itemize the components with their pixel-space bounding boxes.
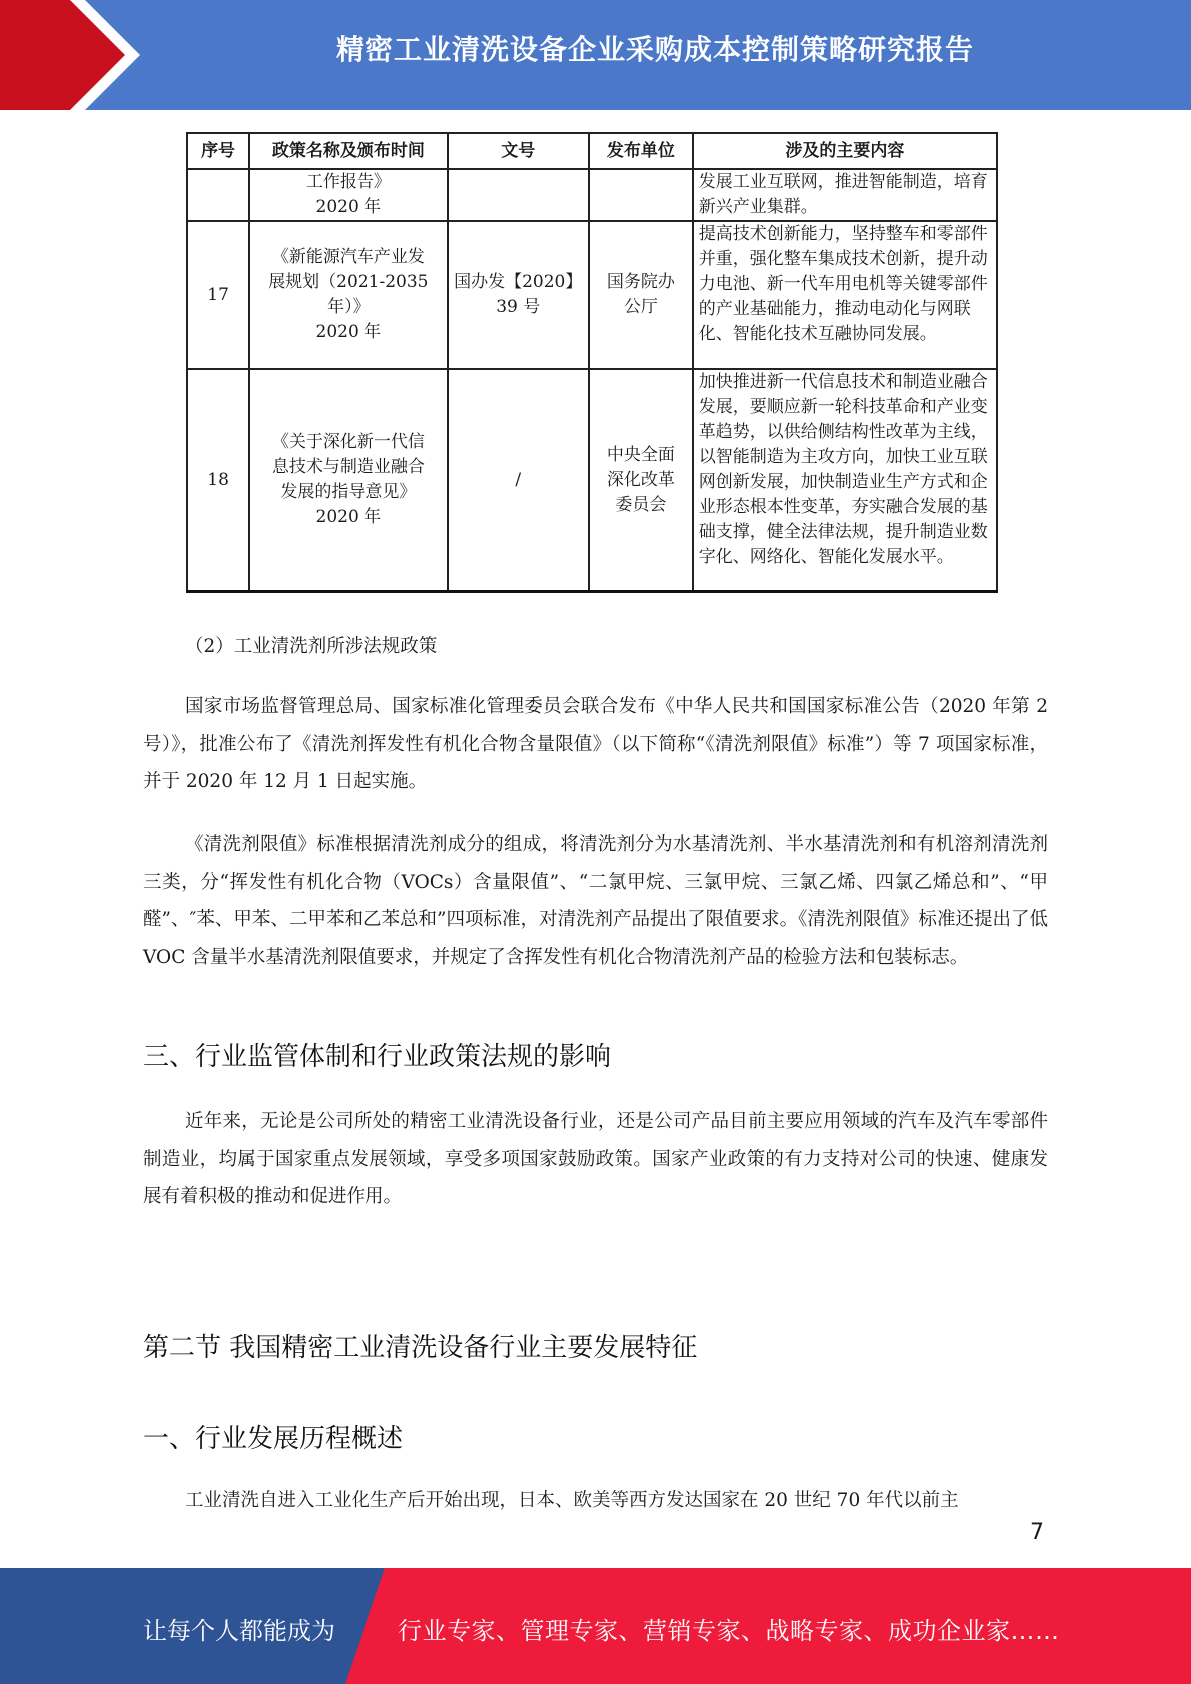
policy-name-line: 息技术与制造业融合 [271, 457, 425, 477]
doc-number [448, 221, 589, 369]
section-heading: 三、行业监管体制和行业政策法规的影响 [143, 1042, 612, 1072]
body-paragraph: 国家市场监督管理总局、国家标准化管理委员会联合发布《中华人民共和国国家标准公告（2020 年第 2 号）》，批准公布了《清洗剂挥发性有机化合物含量限值》（以下简称“《清洗剂限值》标准”）等 7 项国家标准，并于 2020 年 12 月 1 日起实施。 [143, 696, 1048, 792]
column-header: 发布单位 [589, 133, 693, 169]
policy-name-line: 年）》 [327, 297, 370, 317]
table-row [187, 369, 997, 592]
column-header: 文号 [448, 133, 589, 169]
column-header: 政策名称及颁布时间 [249, 133, 447, 169]
issuing-unit-line: 委员会 [615, 494, 667, 515]
policy-name [249, 369, 447, 592]
issuing-unit-line: 中央全面 [606, 444, 675, 465]
issuing-unit [589, 169, 693, 221]
policy-name [249, 221, 447, 369]
doc-number: / [448, 369, 589, 592]
page-header [0, 0, 1191, 110]
issuing-unit [589, 369, 693, 592]
doc-number [448, 169, 589, 221]
issuing-unit-line: 深化改革 [606, 469, 675, 490]
policy-name [249, 169, 447, 221]
policy-content: 加快推进新一代信息技术和制造业融合发展，要顺应新一轮科技革命和产业变革趋势，以供给侧结构性改革为主线，以智能制造为主攻方向，加快工业互联网创新发展，加快制造业生产方式和企业形态根本性变革，夯实融合发展的基础支撑，健全法律法规，提升制造业数字化、网络化、智能化发展水平。 [693, 369, 997, 592]
policy-name-line: 《关于深化新一代信 [271, 432, 425, 452]
row-number [187, 169, 249, 221]
policy-table [186, 132, 998, 593]
section-heading: 一、行业发展历程概述 [143, 1424, 404, 1454]
column-header: 涉及的主要内容 [693, 133, 997, 169]
body-paragraph: 《清洗剂限值》标准根据清洗剂成分的组成，将清洗剂分为水基清洗剂、半水基清洗剂和有机溶剂清洗剂三类，分“挥发性有机化合物（VOCs）含量限值”、“二氯甲烷、三氯甲烷、三氯乙烯、四氯乙烯总和”、“甲醛”、″苯、甲苯、二甲苯和乙苯总和”四项标准，对清洗剂产品提出了限值要求。《清洗剂限值》标准还提出了低 VOC 含量半水基清洗剂限值要求，并规定了含挥发性有机化合物清洗剂产品的检验方法和包装标志。 [143, 834, 1048, 968]
body-paragraph: 近年来，无论是公司所处的精密工业清洗设备行业，还是公司产品目前主要应用领域的汽车及汽车零部件制造业，均属于国家重点发展领域，享受多项国家鼓励政策。国家产业政策的有力支持对公司的快速、健康发展有着积极的推动和促进作用。 [143, 1111, 1048, 1207]
column-header: 序号 [187, 133, 249, 169]
page-number: 7 [1030, 1520, 1044, 1545]
doc-number-line: 国办发【2020】 [454, 272, 583, 292]
policy-name-line: 2020 年 [315, 197, 382, 217]
policy-name-line: 《新能源汽车产业发 [271, 247, 425, 267]
table-row [187, 221, 997, 369]
issuing-unit-line: 公厅 [623, 297, 658, 317]
header-red-arrow [0, 0, 140, 110]
table-header-row [187, 133, 997, 169]
body-paragraph: 工业清洗自进入工业化生产后开始出现，日本、欧美等西方发达国家在 20 世纪 70 年代以前主 [185, 1490, 959, 1511]
footer-slogan-left: 让每个人都能成为 [143, 1617, 335, 1645]
issuing-unit-line: 国务院办 [606, 272, 675, 292]
policy-name-line: 2020 年 [315, 507, 382, 527]
report-title: 精密工业清洗设备企业采购成本控制策略研究报告 [335, 33, 974, 66]
policy-name-line: 展规划（2021-2035 [268, 272, 429, 292]
row-number: 17 [187, 221, 249, 369]
policy-name-line: 2020 年 [315, 322, 382, 342]
row-number: 18 [187, 369, 249, 592]
issuing-unit [589, 221, 693, 369]
policy-name-line: 发展的指导意见》 [280, 482, 417, 502]
subsection-heading: （2）工业清洗剂所涉法规政策 [185, 636, 438, 657]
footer-slogan-right: 行业专家、管理专家、营销专家、战略专家、成功企业家…… [398, 1617, 1060, 1645]
policy-name-line: 工作报告》 [305, 172, 391, 192]
policy-content: 提高技术创新能力，坚持整车和零部件并重，强化整车集成技术创新，提升动力电池、新一代车用电机等关键零部件的产业基础能力，推动电动化与网联化、智能化技术互融协同发展。 [693, 221, 997, 369]
doc-number-line: 39 号 [496, 297, 541, 317]
chapter-heading: 第二节 我国精密工业清洗设备行业主要发展特征 [143, 1333, 698, 1363]
table-row [187, 169, 997, 221]
policy-content: 发展工业互联网，推进智能制造，培育新兴产业集群。 [693, 169, 997, 221]
